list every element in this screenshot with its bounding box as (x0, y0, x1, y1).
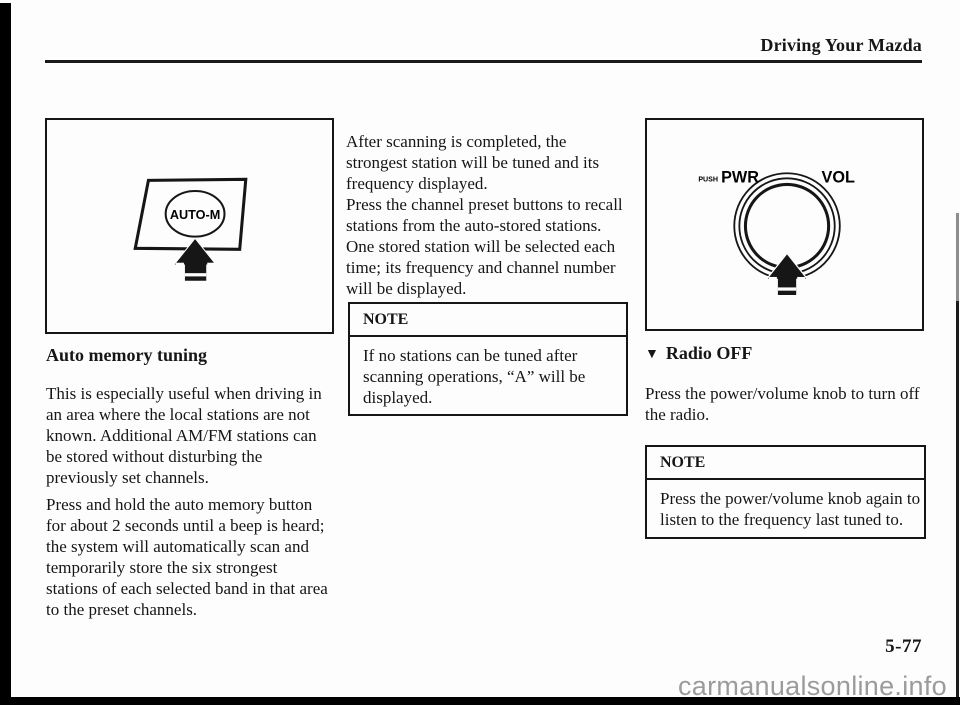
right-paragraph: Press the power/volume knob to turn off the radio. (645, 384, 920, 424)
section-heading-auto-memory-tuning: Auto memory tuning (46, 345, 207, 365)
auto-memory-figure-drawing (47, 120, 332, 332)
page-edge-left-bar (0, 3, 11, 705)
section-heading-radio-off (645, 343, 752, 366)
note-body: If no stations can be tuned after scanning operations, “A” will be displayed. (363, 346, 586, 407)
down-triangle-icon: ▼ (645, 347, 659, 362)
page-title: Driving Your Mazda (760, 35, 922, 55)
middle-column-text: After scanning is completed, the strongest station will be tuned and its frequency displayed. Press the channel preset buttons to recall stations from the auto-stored stations. One stored station will be selected each time; its frequency and channel number will be displayed. (346, 132, 623, 298)
header-rule (45, 60, 922, 63)
radio-off-heading-text: Radio OFF (665, 343, 753, 363)
note-body: Press the power/volume knob again to listen to the frequency last tuned to. (660, 489, 921, 529)
page-number: 5-77 (885, 636, 922, 657)
pwr-label: PWR (721, 168, 759, 187)
up-arrow-icon (768, 254, 807, 295)
auto-m-button-label: AUTO-M (169, 207, 221, 222)
auto-m-button (135, 179, 246, 249)
auto-memory-figure (45, 118, 334, 334)
push-label: PUSH (698, 175, 719, 184)
note-box-radio-off (645, 445, 926, 539)
note-header: NOTE (647, 447, 924, 480)
page-edge-right-line (956, 213, 959, 697)
left-paragraph-2: Press and hold the auto memory button for about 2 seconds until a beep is heard; the system will automatically scan and temporarily store the six strongest stations of each selected band in that area to the preset channels. (46, 495, 328, 619)
note-header: NOTE (350, 304, 626, 337)
vol-label: VOL (821, 168, 855, 187)
left-paragraph-1: This is especially useful when driving in an area where the local stations are not known. Additional AM/FM stations can be stored without disturbing the previously set channels. (46, 384, 322, 487)
power-knob-figure (645, 118, 924, 331)
note-box-scanning (348, 302, 628, 416)
power-knob-figure-drawing (647, 120, 922, 329)
watermark: carmanualsonline.info (678, 671, 947, 701)
